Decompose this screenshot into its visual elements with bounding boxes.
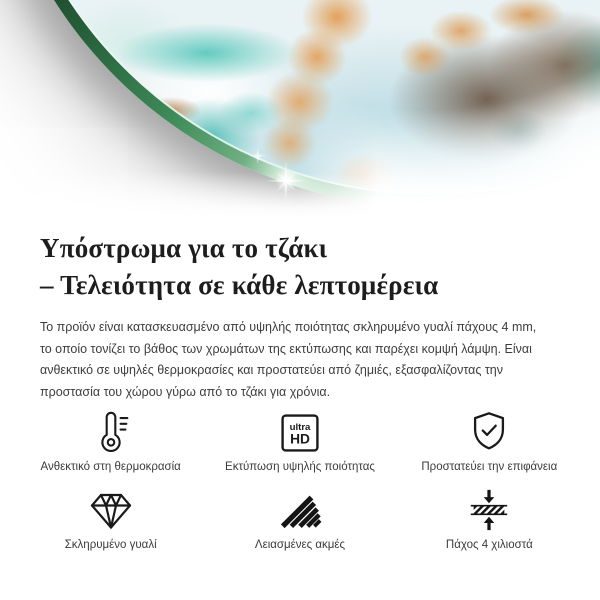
feature-label: Λειασμένες ακμές bbox=[254, 539, 346, 551]
feature-thickness bbox=[395, 487, 584, 551]
feature-label: Ανθεκτικό στη θερμοκρασία bbox=[40, 461, 181, 473]
page-title-line1: Υπόστρωμα για το τζάκι bbox=[40, 233, 328, 263]
sparkle-glint-small-icon bbox=[250, 148, 266, 164]
sparkle-glint-icon bbox=[266, 161, 306, 201]
ultra-hd-icon bbox=[278, 409, 322, 455]
ultra-hd-text-top: ultra bbox=[289, 421, 311, 433]
feature-print-quality bbox=[205, 409, 394, 473]
feature-label: Εκτύπωση υψηλής ποιότητας bbox=[225, 461, 375, 473]
page-title bbox=[40, 230, 560, 304]
feature-label: Σκληρυμένο γυαλί bbox=[64, 539, 157, 551]
product-description bbox=[40, 317, 560, 403]
feature-temperature bbox=[16, 409, 205, 473]
feature-surface-protection bbox=[395, 409, 584, 473]
feature-label: Προστατεύει την επιφάνεια bbox=[421, 461, 558, 473]
shield-check-icon bbox=[466, 409, 512, 455]
description-line: το οποίο τονίζει το βάθος των χρωμάτων της εκτύπωσης και παρέχει κομψή λάμψη. Είναι bbox=[40, 341, 532, 356]
feature-tempered-glass bbox=[16, 487, 205, 551]
description-line: Το προϊόν είναι κατασκευασμένο από υψηλής ποιότητας σκληρυμένο γυαλί πάχους 4 mm, bbox=[40, 320, 537, 334]
sparkle-ray bbox=[250, 155, 266, 157]
description-line: προστασία του χώρου γύρω από το τζάκι για χρόνια. bbox=[40, 384, 331, 399]
thickness-compress-icon bbox=[466, 487, 512, 533]
diamond-icon bbox=[87, 487, 135, 533]
feature-polished-edges bbox=[205, 487, 394, 551]
ultra-hd-text-bottom: HD bbox=[290, 431, 310, 447]
thermometer-icon bbox=[88, 409, 134, 455]
polished-edges-icon bbox=[277, 487, 323, 533]
product-hero-image bbox=[0, 0, 600, 218]
page-title-line2: – Τελειότητα σε κάθε λεπτομέρεια bbox=[40, 270, 439, 300]
feature-label: Πάχος 4 χιλιοστά bbox=[445, 539, 533, 551]
feature-grid bbox=[16, 409, 584, 551]
description-line: ανθεκτικό σε υψηλές θερμοκρασίες και προστατεύει από ζημιές, εξασφαλίζοντας την bbox=[40, 363, 504, 377]
